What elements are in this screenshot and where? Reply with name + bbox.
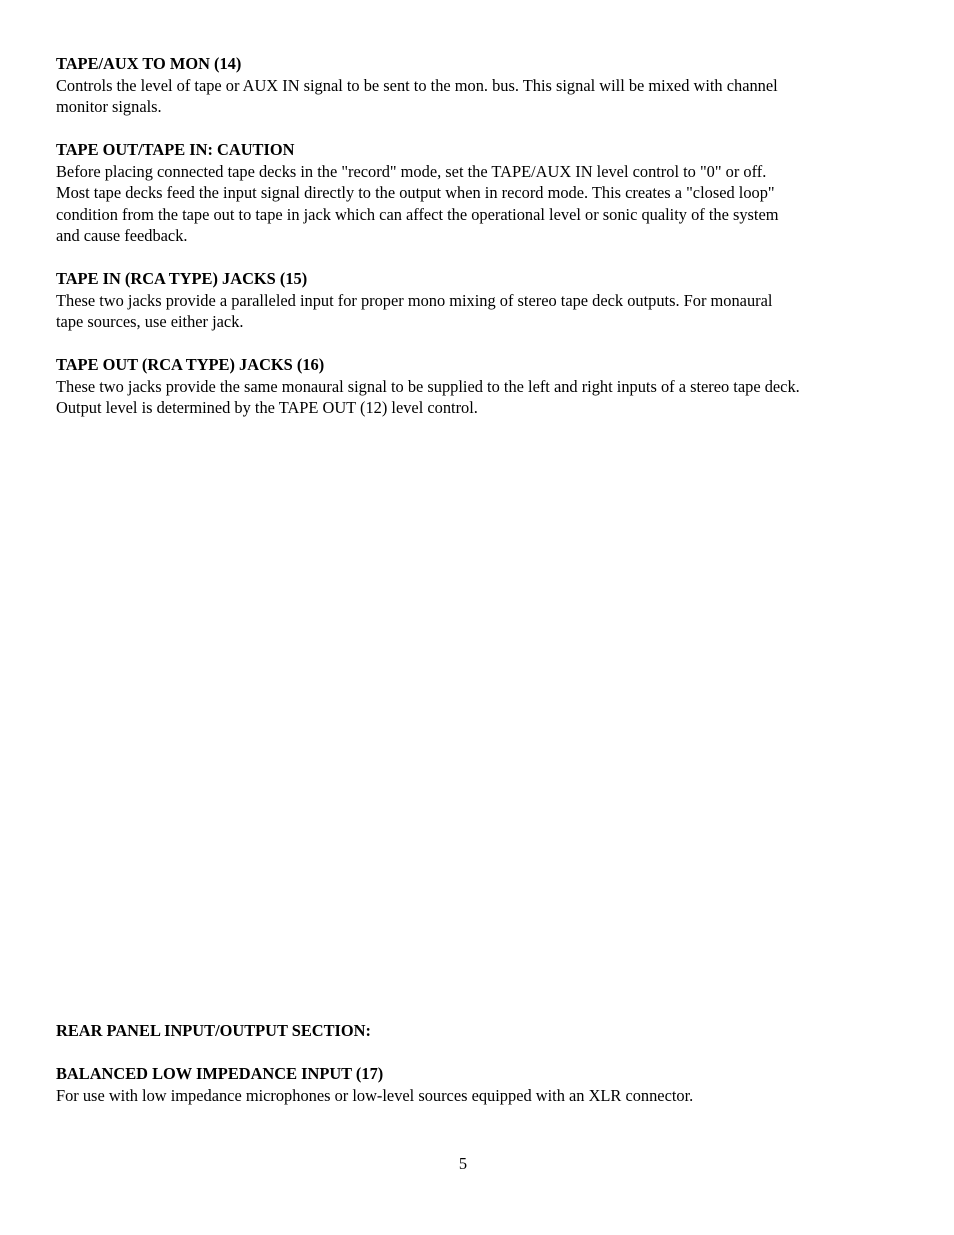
section-heading: TAPE IN (RCA TYPE) JACKS (15): [56, 269, 308, 288]
section-tape-out-jacks: [56, 354, 896, 419]
section-heading: TAPE OUT (RCA TYPE) JACKS (16): [56, 355, 325, 374]
section-body: These two jacks provide the same monaural signal to be supplied to the left and right inputs of a stereo tape deck. Output level is determined by the TAPE OUT (12) level control.: [56, 376, 800, 417]
document-page-content: [56, 53, 896, 440]
section-heading: BALANCED LOW IMPEDANCE INPUT (17): [56, 1064, 384, 1083]
section-tape-out-tape-in-caution: [56, 139, 896, 247]
section-tape-in-jacks: [56, 268, 896, 333]
section-body: Before placing connected tape decks in the "record" mode, set the TAPE/AUX IN level control to "0" or off. Most tape decks feed the input signal directly to the output when in record mode. This creates a "closed loop" condition from the tape out to tape in jack which can affect the operational level or sonic quality of the system and cause feedback.: [56, 161, 779, 245]
section-body: Controls the level of tape or AUX IN signal to be sent to the mon. bus. This signal will be mixed with channel monitor signals.: [56, 75, 778, 116]
rear-panel-heading: REAR PANEL INPUT/OUTPUT SECTION:: [56, 1021, 371, 1040]
rear-panel-section: [56, 1020, 896, 1128]
section-body: These two jacks provide a paralleled input for proper mono mixing of stereo tape deck outputs. For monaural tape sources, use either jack.: [56, 290, 773, 331]
section-tape-aux-to-mon: [56, 53, 896, 118]
section-balanced-low-impedance-input: [56, 1063, 896, 1106]
section-heading: TAPE/AUX TO MON (14): [56, 54, 242, 73]
section-heading: TAPE OUT/TAPE IN: CAUTION: [56, 140, 295, 159]
page-number: 5: [458, 1154, 468, 1173]
section-body: For use with low impedance microphones or low-level sources equipped with an XLR connector.: [56, 1085, 694, 1105]
rear-panel-title-block: [56, 1020, 896, 1042]
